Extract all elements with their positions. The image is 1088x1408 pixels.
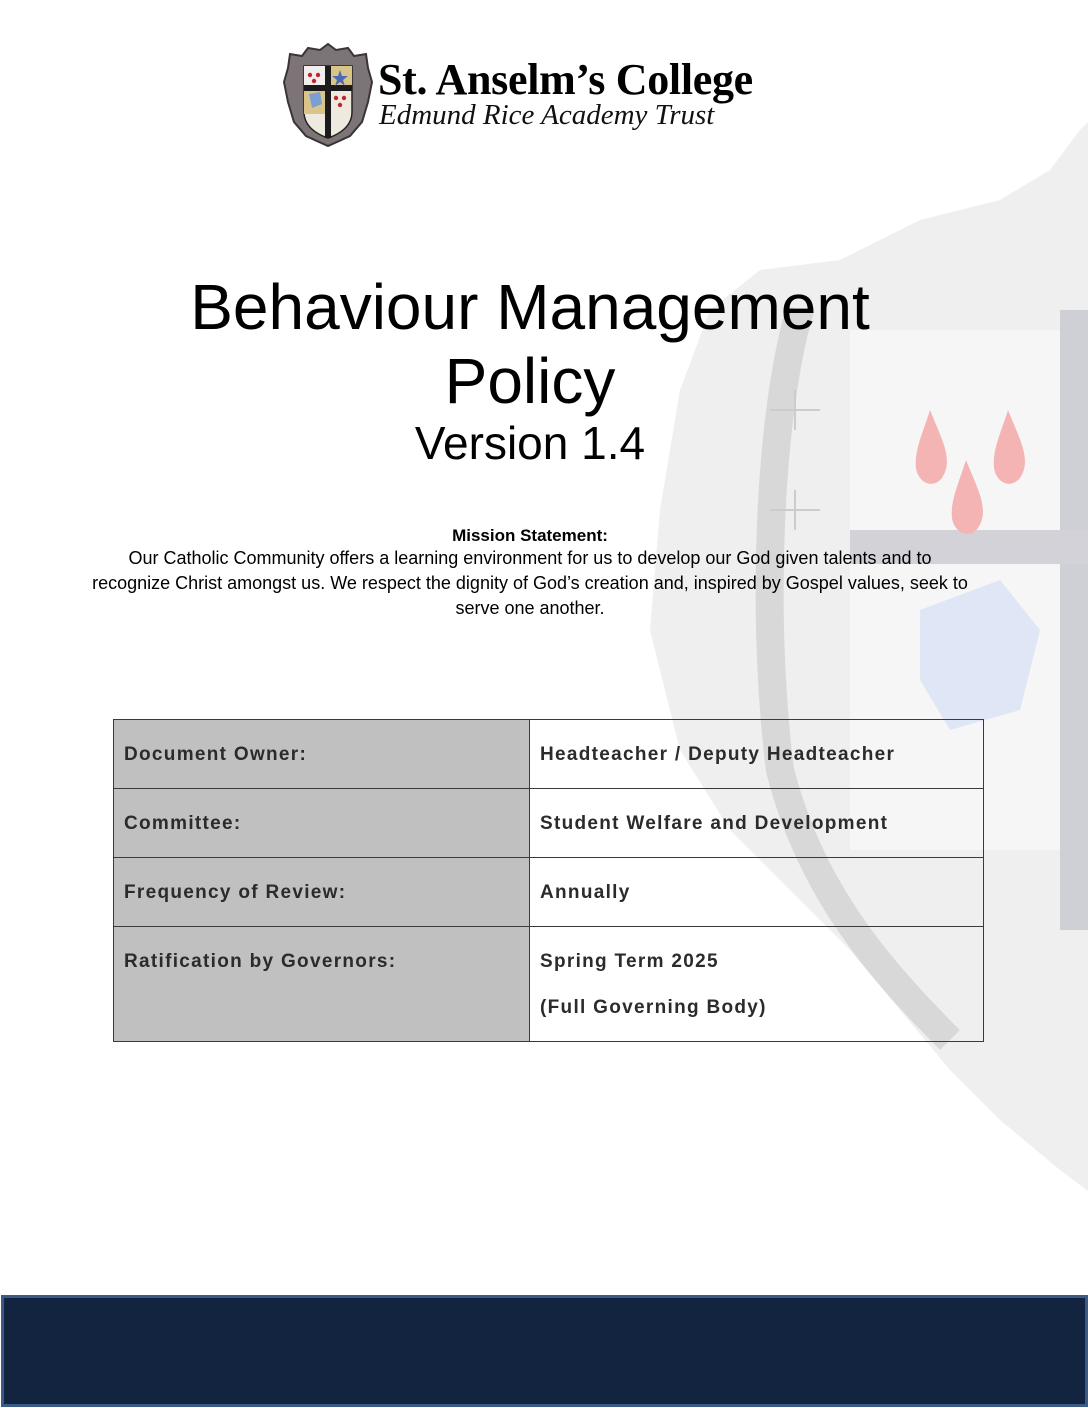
document-owner-label: Document Owner: — [114, 720, 530, 789]
mission-statement — [0, 526, 1060, 621]
document-title-block — [0, 270, 1060, 470]
school-crest-icon — [282, 42, 374, 148]
table-row — [114, 789, 984, 858]
document-info-table — [113, 719, 984, 1042]
document-title-line-2: Policy — [444, 345, 616, 417]
mission-text: Our Catholic Community offers a learning environment for us to develop our God given talents and to recognize Christ amongst us. We respect the dignity of God’s creation and, inspired by Gospel values, seek to serve one another. — [92, 548, 968, 618]
mission-heading: Mission Statement: — [452, 526, 608, 545]
table-value: Headteacher / Deputy Headteacher — [540, 744, 896, 765]
ratification-value — [530, 927, 984, 1042]
review-frequency-label: Frequency of Review: — [114, 858, 530, 927]
table-row — [114, 720, 984, 789]
table-value: Spring Term 2025 — [540, 951, 719, 972]
document-version: Version 1.4 — [414, 417, 646, 469]
table-value: Annually — [540, 882, 631, 903]
review-frequency-value — [530, 858, 984, 927]
document-owner-value — [530, 720, 984, 789]
school-header — [282, 42, 782, 150]
table-row — [114, 858, 984, 927]
school-name: St. Anselm’s College — [378, 55, 753, 104]
committee-value — [530, 789, 984, 858]
table-value: Student Welfare and Development — [540, 813, 889, 834]
committee-label: Committee: — [114, 789, 530, 858]
document-title-line-1: Behaviour Management — [190, 271, 870, 343]
table-value: (Full Governing Body) — [540, 997, 767, 1018]
ratification-label: Ratification by Governors: — [114, 927, 530, 1042]
table-row — [114, 927, 984, 1042]
school-trust-name: Edmund Rice Academy Trust — [379, 99, 715, 131]
footer-bar — [1, 1295, 1088, 1407]
